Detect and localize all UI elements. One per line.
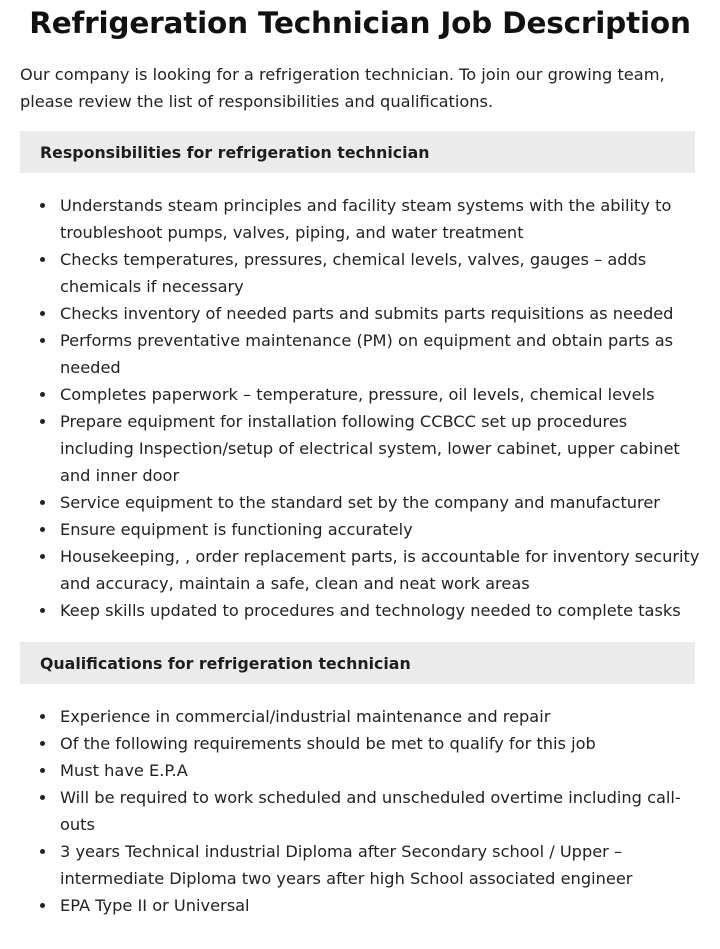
list-item-text: Service equipment to the standard set by the company and manufacturer xyxy=(60,493,660,512)
list-item xyxy=(40,730,700,757)
list-item-text: Will be required to work scheduled and unscheduled overtime including call-outs xyxy=(60,788,681,834)
qualifications-list xyxy=(40,703,700,919)
bullet-icon xyxy=(40,849,45,854)
list-item-text: Keep skills updated to procedures and technology needed to complete tasks xyxy=(60,601,681,620)
bullet-icon xyxy=(40,527,45,532)
list-item-text: Of the following requirements should be met to qualify for this job xyxy=(60,734,596,753)
list-item xyxy=(40,489,700,516)
list-item-text: Understands steam principles and facility steam systems with the ability to troubleshoot pumps, valves, piping, and water treatment xyxy=(60,196,672,242)
list-item xyxy=(40,300,700,327)
bullet-icon xyxy=(40,741,45,746)
responsibilities-heading: Responsibilities for refrigeration technician xyxy=(20,131,695,173)
list-item-text: Must have E.P.A xyxy=(60,761,188,780)
list-item xyxy=(40,703,700,730)
list-item xyxy=(40,597,700,624)
bullet-icon xyxy=(40,795,45,800)
bullet-icon xyxy=(40,768,45,773)
list-item xyxy=(40,757,700,784)
bullet-icon xyxy=(40,554,45,559)
list-item-text: Experience in commercial/industrial maintenance and repair xyxy=(60,707,551,726)
bullet-icon xyxy=(40,392,45,397)
list-item xyxy=(40,784,700,838)
list-item xyxy=(40,543,700,597)
list-item xyxy=(40,381,700,408)
page-title: Refrigeration Technician Job Description xyxy=(29,6,691,40)
bullet-icon xyxy=(40,500,45,505)
bullet-icon xyxy=(40,714,45,719)
bullet-icon xyxy=(40,338,45,343)
list-item-text: Completes paperwork – temperature, pressure, oil levels, chemical levels xyxy=(60,385,655,404)
list-item-text: EPA Type II or Universal xyxy=(60,896,250,915)
bullet-icon xyxy=(40,203,45,208)
bullet-icon xyxy=(40,419,45,424)
list-item-text: Housekeeping, , order replacement parts, is accountable for inventory security and accuracy, maintain a safe, clean and neat work areas xyxy=(60,547,700,593)
responsibilities-list xyxy=(40,192,700,624)
bullet-icon xyxy=(40,257,45,262)
bullet-icon xyxy=(40,311,45,316)
qualifications-heading: Qualifications for refrigeration technician xyxy=(20,642,695,684)
list-item-text: Ensure equipment is functioning accurately xyxy=(60,520,413,539)
list-item xyxy=(40,516,700,543)
list-item xyxy=(40,246,700,300)
list-item xyxy=(40,892,700,919)
list-item-text: Checks inventory of needed parts and submits parts requisitions as needed xyxy=(60,304,674,323)
list-item-text: Prepare equipment for installation following CCBCC set up procedures including Inspection/setup of electrical system, lower cabinet, upper cabinet and inner door xyxy=(60,412,680,485)
list-item xyxy=(40,838,700,892)
bullet-icon xyxy=(40,903,45,908)
list-item-text: 3 years Technical industrial Diploma after Secondary school / Upper – intermediate Diploma two years after high School associated engineer xyxy=(60,842,633,888)
list-item-text: Performs preventative maintenance (PM) on equipment and obtain parts as needed xyxy=(60,331,674,377)
list-item xyxy=(40,327,700,381)
intro-paragraph: Our company is looking for a refrigeration technician. To join our growing team, please review the list of responsibilities and qualifications. xyxy=(20,65,665,111)
list-item xyxy=(40,408,700,489)
bullet-icon xyxy=(40,608,45,613)
list-item xyxy=(40,192,700,246)
list-item-text: Checks temperatures, pressures, chemical levels, valves, gauges – adds chemicals if necessary xyxy=(60,250,647,296)
